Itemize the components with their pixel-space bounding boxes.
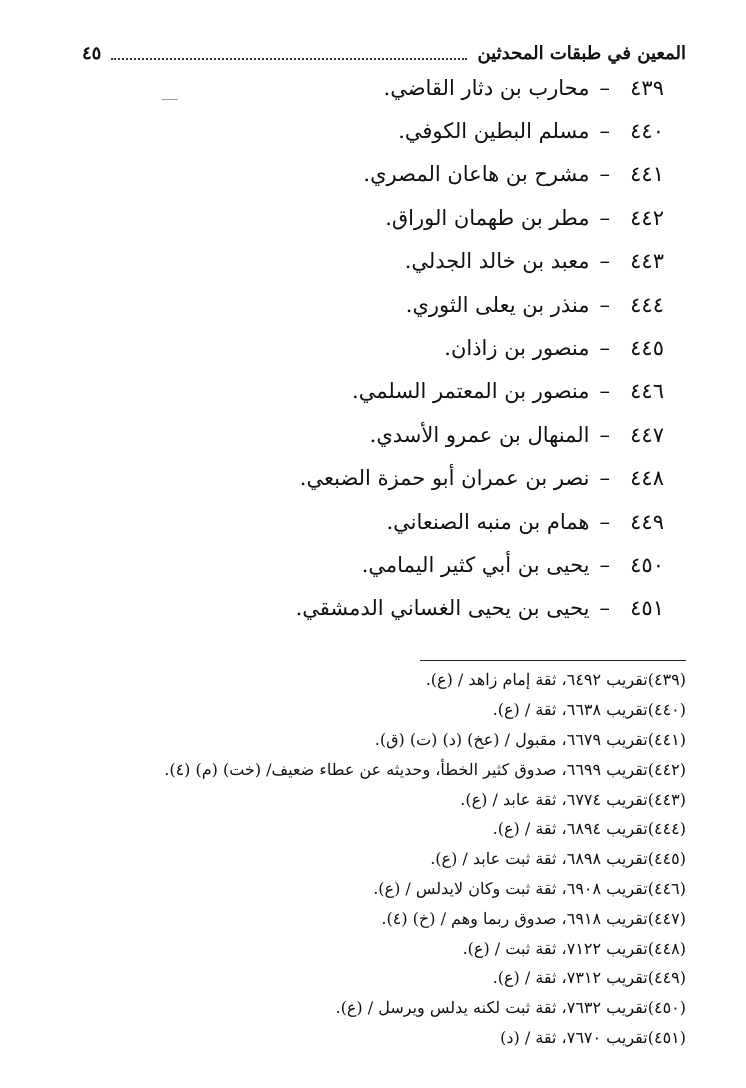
footnote-line: (٤٤٩)تقريب ٧٣١٢، ثقة / (ع). bbox=[492, 968, 686, 988]
list-item bbox=[200, 543, 664, 586]
entry-number: ٤٤٥ bbox=[630, 336, 664, 361]
entry-name: منصور بن المعتمر السلمي. bbox=[352, 379, 590, 404]
narrator-list bbox=[200, 66, 664, 630]
list-item bbox=[200, 283, 664, 326]
entry-number: ٤٤٨ bbox=[630, 466, 664, 491]
entry-number: ٤٤٦ bbox=[630, 379, 664, 404]
entry-dash: – bbox=[599, 596, 610, 621]
page-number: ٤٥ bbox=[82, 42, 102, 64]
entry-number: ٤٤٢ bbox=[630, 205, 664, 230]
header-dot-leader bbox=[111, 46, 467, 60]
entry-dash: – bbox=[599, 119, 610, 144]
entry-name: يحيى بن أبي كثير اليمامي. bbox=[361, 552, 590, 577]
entry-dash: – bbox=[599, 466, 610, 491]
entry-dash: – bbox=[599, 422, 610, 447]
entry-number: ٤٥٠ bbox=[630, 552, 664, 577]
list-item bbox=[200, 240, 664, 283]
footnote-line: (٤٤٢)تقريب ٦٦٩٩، صدوق كثير الخطأ، وحديثه عن عطاء ضعيف/ (خت) (م) (٤). bbox=[164, 759, 686, 779]
stray-mark bbox=[162, 99, 178, 100]
entry-dash: – bbox=[599, 205, 610, 230]
entry-name: مطر بن طهمان الوراق. bbox=[385, 205, 590, 230]
footnote-line: (٤٤٣)تقريب ٦٧٧٤، ثقة عابد / (ع). bbox=[460, 789, 686, 809]
footnote-line: (٤٣٩)تقريب ٦٤٩٢، ثقة إمام زاهد / (ع). bbox=[425, 670, 686, 690]
entry-number: ٤٤٩ bbox=[630, 509, 664, 534]
entry-name: منصور بن زاذان. bbox=[444, 336, 590, 361]
entry-number: ٤٤٠ bbox=[630, 119, 664, 144]
entry-name: همام بن منبه الصنعاني. bbox=[386, 509, 590, 534]
entry-name: يحيى بن يحيى الغساني الدمشقي. bbox=[295, 596, 590, 621]
entry-number: ٤٤٣ bbox=[630, 249, 664, 274]
entry-dash: – bbox=[599, 379, 610, 404]
entry-name: المنهال بن عمرو الأسدي. bbox=[369, 422, 590, 447]
entry-dash: – bbox=[599, 552, 610, 577]
footnotes bbox=[40, 665, 686, 1052]
entry-dash: – bbox=[599, 292, 610, 317]
entry-name: منذر بن يعلى الثوري. bbox=[405, 292, 590, 317]
footnote-separator bbox=[420, 660, 686, 661]
footnote-line: (٤٥٠)تقريب ٧٦٣٢، ثقة ثبت لكنه يدلس ويرسل / (ع). bbox=[335, 998, 686, 1018]
list-item bbox=[200, 196, 664, 239]
entry-name: مشرح بن هاعان المصري. bbox=[363, 162, 590, 187]
list-item bbox=[200, 370, 664, 413]
entry-name: مسلم البطين الكوفي. bbox=[398, 119, 590, 144]
footnote-line: (٤٤٥)تقريب ٦٨٩٨، ثقة ثبت عابد / (ع). bbox=[430, 849, 686, 869]
entry-number: ٤٥١ bbox=[630, 596, 664, 621]
entry-dash: – bbox=[599, 249, 610, 274]
list-item bbox=[200, 109, 664, 152]
footnote-line: (٤٤٨)تقريب ٧١٢٢، ثقة ثبت / (ع). bbox=[462, 938, 686, 958]
footnote-line: (٤٤٦)تقريب ٦٩٠٨، ثقة ثبت وكان لايدلس / (ع). bbox=[373, 878, 686, 898]
list-item bbox=[200, 66, 664, 109]
entry-dash: – bbox=[599, 336, 610, 361]
header-title: المعين في طبقات المحدثين bbox=[477, 42, 686, 64]
entry-name: نصر بن عمران أبو حمزة الضبعي. bbox=[299, 466, 590, 491]
entry-number: ٤٤٤ bbox=[630, 292, 664, 317]
entry-dash: – bbox=[599, 509, 610, 534]
entry-number: ٤٤١ bbox=[630, 162, 664, 187]
entry-number: ٤٣٩ bbox=[630, 75, 664, 100]
list-item bbox=[200, 500, 664, 543]
footnote-line: (٤٥١)تقريب ٧٦٧٠، ثقة / (د) bbox=[500, 1027, 686, 1047]
footnote-line: (٤٤١)تقريب ٦٦٧٩، مقبول / (عخ) (د) (ت) (ق). bbox=[374, 729, 686, 749]
list-item bbox=[200, 413, 664, 456]
footnote-line: (٤٤٠)تقريب ٦٦٣٨، ثقة / (ع). bbox=[492, 700, 686, 720]
footnote-line: (٤٤٧)تقريب ٦٩١٨، صدوق ربما وهم / (خ) (٤). bbox=[381, 908, 686, 928]
entry-name: معبد بن خالد الجدلي. bbox=[404, 249, 590, 274]
list-item bbox=[200, 153, 664, 196]
entry-name: محارب بن دثار القاضي. bbox=[383, 75, 590, 100]
list-item bbox=[200, 457, 664, 500]
list-item bbox=[200, 587, 664, 630]
footnote-line: (٤٤٤)تقريب ٦٨٩٤، ثقة / (ع). bbox=[492, 819, 686, 839]
running-header bbox=[82, 38, 686, 68]
entry-number: ٤٤٧ bbox=[630, 422, 664, 447]
list-item bbox=[200, 326, 664, 369]
entry-dash: – bbox=[599, 75, 610, 100]
entry-dash: – bbox=[599, 162, 610, 187]
